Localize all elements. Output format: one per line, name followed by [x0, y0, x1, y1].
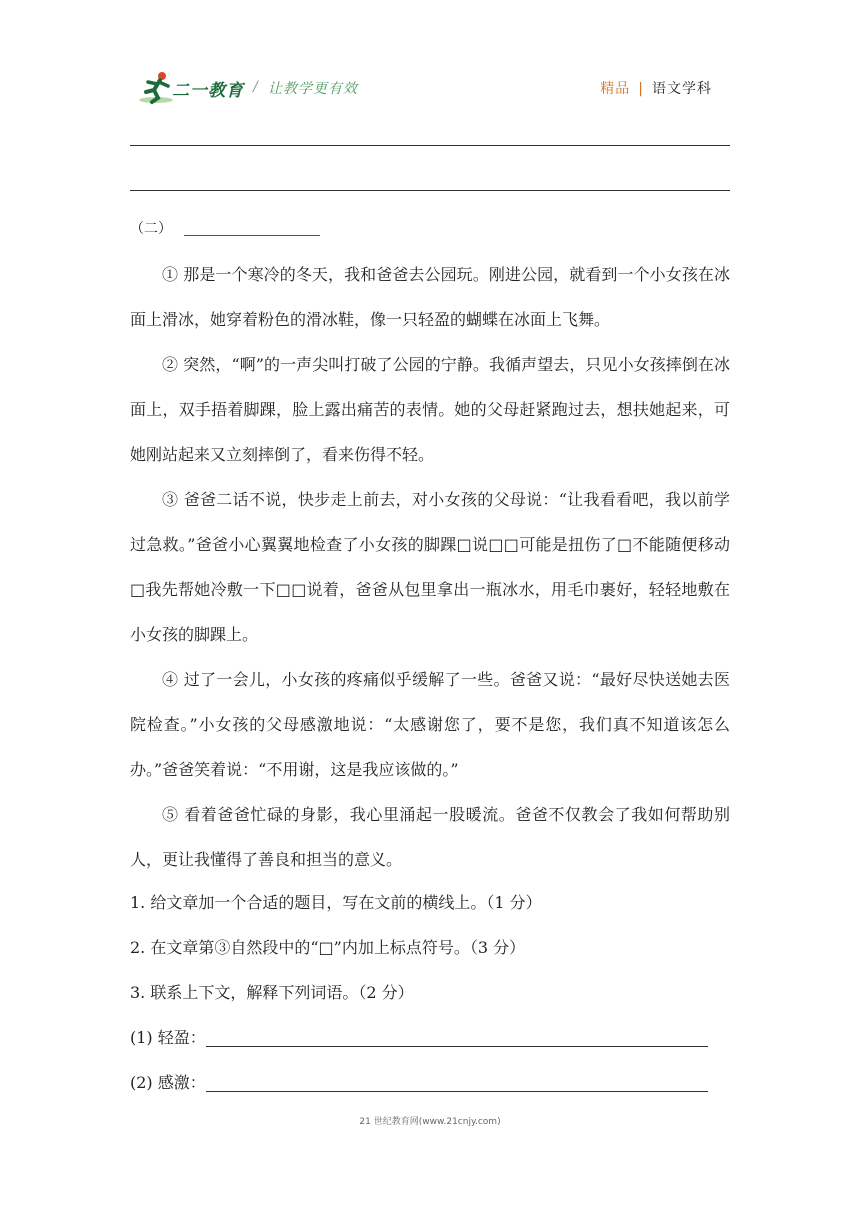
footer-source: 21 世纪教育网(www.21cnjy.com)	[359, 1117, 501, 1127]
subject-label: 语文学科	[652, 81, 712, 97]
paragraph-2: ② 突然，“啊”的一声尖叫打破了公园的宁静。我循声望去，只见小女孩摔倒在冰面上，双手捂着脚踝，脸上露出痛苦的表情。她的父母赶紧跑过去，想扶她起来，可她刚站起来又立刻摔倒了，看来伤得不轻。	[130, 355, 730, 464]
paragraph-1: ① 那是一个寒冷的冬天，我和爸爸去公园玩。刚进公园，就看到一个小女孩在冰面上滑冰，她穿着粉色的滑冰鞋，像一只轻盈的蝴蝶在冰面上飞舞。	[130, 265, 730, 329]
sub-item-1	[130, 1015, 730, 1060]
page-header	[130, 66, 730, 110]
brand-tag: 精品	[600, 81, 631, 97]
slogan-separator: /	[253, 79, 258, 95]
answer-blank-line[interactable]	[206, 1091, 708, 1092]
sub-item-label: (2) 感激：	[130, 1073, 206, 1092]
answer-blank-line[interactable]	[206, 1046, 708, 1047]
paragraph-4: ④ 过了一会儿，小女孩的疼痛似乎缓解了一些。爸爸又说：“最好尽快送她去医院检查。”小女孩的父母感激地说：“太感谢您了，要不是您，我们真不知道该怎么办。”爸爸笑着说：“不用谢，这是我应该做的。”	[130, 670, 730, 779]
question-list	[130, 880, 730, 1105]
answer-line	[130, 145, 730, 146]
question-3: 3. 联系上下文，解释下列词语。（2 分）	[130, 983, 414, 1002]
passage	[130, 252, 730, 882]
section-label: （二）	[130, 221, 172, 237]
slogan: 让教学更有效	[268, 81, 358, 97]
brand-subject	[600, 78, 712, 98]
paragraph-3: ③ 爸爸二话不说，快步走上前去，对小女孩的父母说：“让我看看吧，我以前学过急救。”爸爸小心翼翼地检查了小女孩的脚踝□说□□可能是扭伤了□不能随便移动□我先帮她冷敷一下□□说着，爸爸从包里拿出一瓶冰水，用毛巾裹好，轻轻地敷在小女孩的脚踝上。	[130, 490, 730, 644]
brand-divider: |	[638, 81, 644, 97]
sub-item-2	[130, 1060, 730, 1105]
sub-item-label: (1) 轻盈：	[130, 1028, 206, 1047]
question-2: 2. 在文章第③自然段中的“□”内加上标点符号。（3 分）	[130, 938, 526, 957]
paragraph-5: ⑤ 看着爸爸忙碌的身影，我心里涌起一股暖流。爸爸不仅教会了我如何帮助别人，更让我懂得了善良和担当的意义。	[130, 805, 730, 869]
title-blank-line[interactable]	[184, 235, 320, 236]
logo-text: 二一教育	[172, 81, 244, 101]
question-1: 1. 给文章加一个合适的题目，写在文前的横线上。（1 分）	[130, 893, 542, 912]
answer-line	[130, 190, 730, 191]
